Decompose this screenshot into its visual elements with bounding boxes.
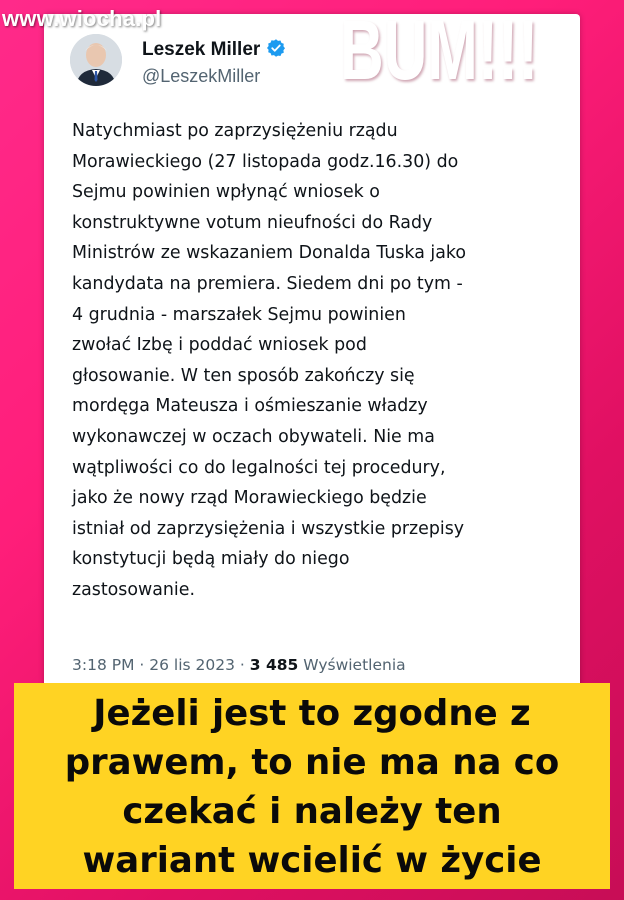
caption-line: prawem, to nie ma na co [64,742,560,783]
tweet-date[interactable]: 26 lis 2023 [149,656,235,674]
tweet-text-line: konstytucji będą miały do niego [72,549,350,570]
tweet-text-line: istniał od zaprzysiężenia i wszystkie przepisy [72,518,465,539]
tweet-text-line: Sejmu powinien wpłynąć wniosek o [72,182,380,203]
avatar[interactable] [70,34,122,86]
tweet-text-line: Natychmiast po zaprzysiężeniu rządu [72,121,398,141]
meta-separator: · [139,656,150,674]
tweet-text-line: zastosowanie. [72,579,195,600]
meta-separator: · [239,656,250,674]
views-label: Wyświetlenia [303,656,406,674]
tweet-text-line: Ministrów ze wskazaniem Donalda Tuska jako [72,243,466,264]
tweet-text-line: 4 grudnia - marszałek Sejmu powinien [72,304,406,325]
tweet-text [72,116,562,606]
author-handle[interactable]: @LeszekMiller [142,66,261,86]
caption-line: Jeżeli jest to zgodne z [93,693,531,734]
tweet-text-line: zwołać Izbę i poddać wniosek pod [72,335,367,356]
tweet-text-line: wykonawczej w oczach obywateli. Nie ma [72,426,435,447]
views-count: 3 485 [249,656,299,674]
watermark: www.wiocha.pl [2,6,162,31]
verified-badge-icon [266,38,286,58]
author-name[interactable] [142,38,286,61]
tweet-time[interactable]: 3:18 PM [72,656,135,674]
overlay-title: BUM!!! [340,3,539,97]
caption-box [14,683,610,889]
caption-line: czekać i należy ten [122,791,502,832]
tweet-text-line: konstruktywne votum nieufności do Rady [72,212,433,233]
caption-line: wariant wcielić w życie [82,840,542,881]
tweet-card [44,14,580,714]
tweet-text-line: wątpliwości co do legalności tej procedury, [72,457,446,478]
tweet-text-line: Morawieckiego (27 listopada godz.16.30) do [72,151,459,172]
author-name-text: Leszek Miller [142,39,261,60]
tweet-text-line: głosowanie. W ten sposób zakończy się [72,365,415,386]
tweet-meta [72,656,406,674]
tweet-text-line: mordęga Mateusza i ośmieszanie władzy [72,396,428,417]
avatar-image [70,34,122,86]
tweet-text-line: kandydata na premiera. Siedem dni po tym - [72,273,463,294]
tweet-text-line: jako że nowy rząd Morawieckiego będzie [72,488,427,509]
